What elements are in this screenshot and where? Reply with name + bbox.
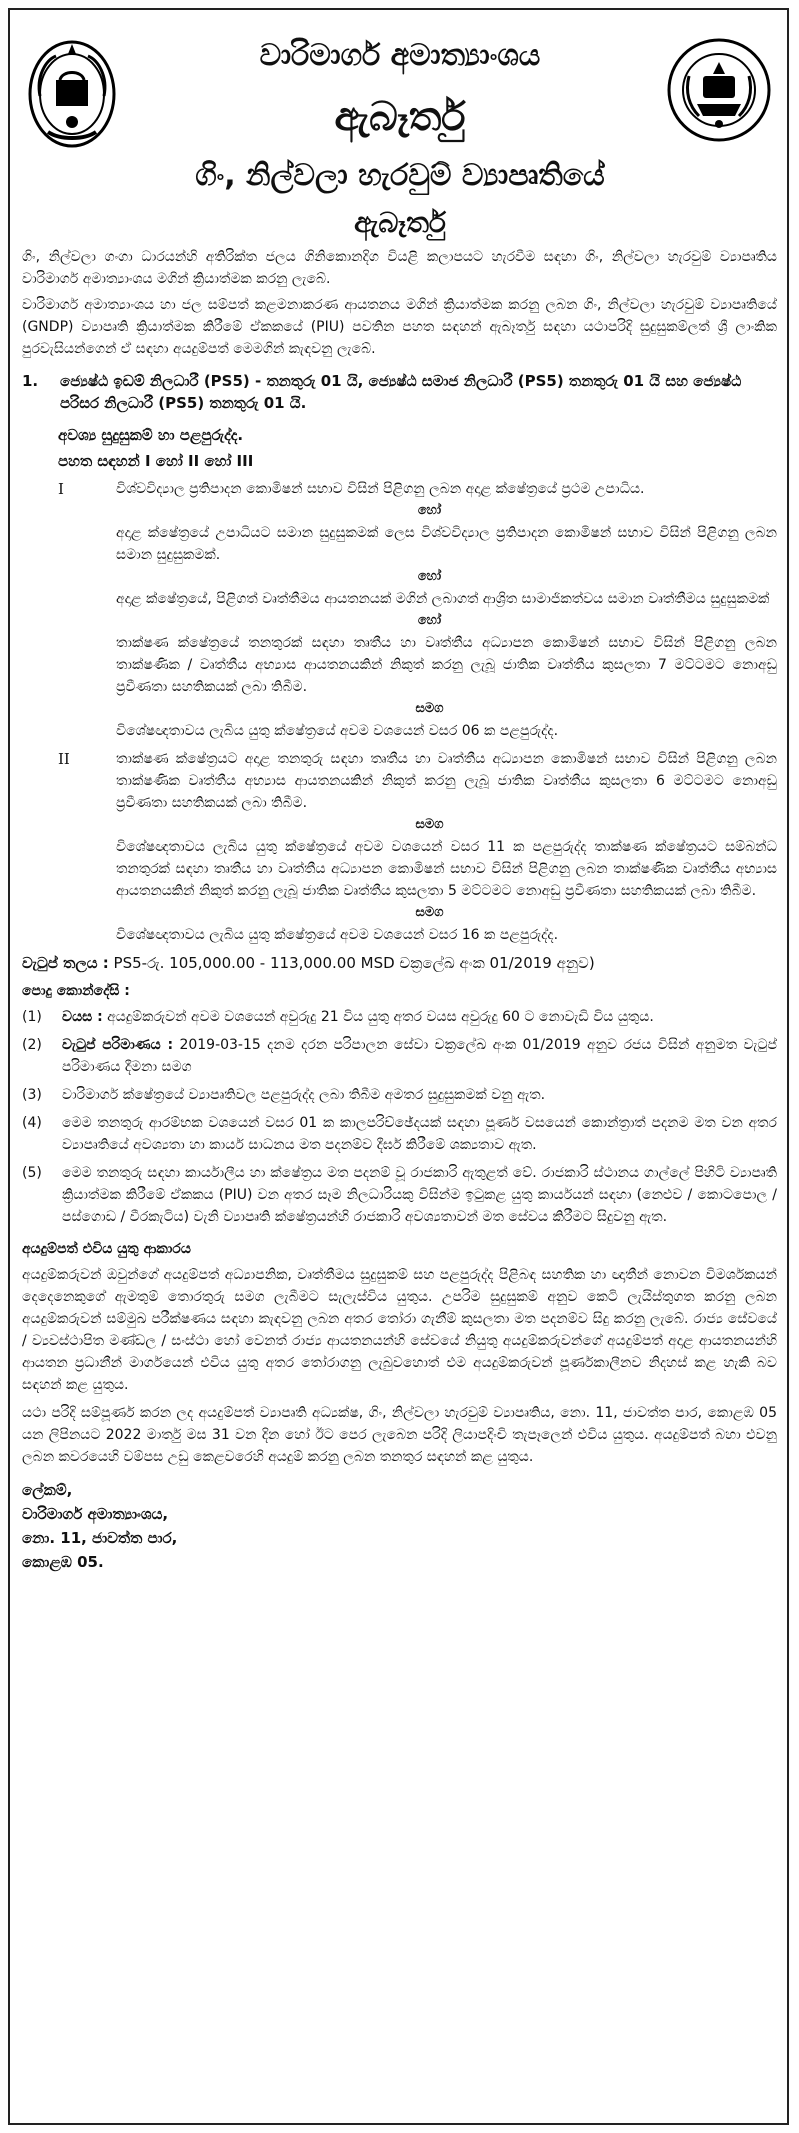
condition-item [22,1006,777,1028]
and-connector: සමග [415,817,444,832]
option-1-label: I [58,480,64,498]
option-3-experience: විශේෂඥතාවය ලැබිය යුතු ක්ෂේත්‍රයේ අවම වශයෙන් වසර 16 ක පළපුරුද්ද. [116,927,559,943]
intro-paragraph-1: ගිං, නිල්වලා ගංගා ධාරයන්හි අතිරික්ත ජලය ගිනිකොනදිග වියළි කලාපයට හැරවීම සඳහා ගිං, නිල්වලා හැරවුම් ව්‍යාපෘතිය වාරිමාර්ග අමාත්‍යාංශය මගින් ක්‍රියාත්මක කරනු ලැබේ. [22,249,777,287]
conditions-heading: පොදු කොන්දේසි : [22,983,130,999]
ministry-title: වාරිමාර්ග අමාත්‍යාංශය [259,38,541,73]
salary-scale [22,952,777,974]
or-connector: හෝ [417,503,442,518]
and-connector: සමග [415,905,444,920]
option-1-a: විශ්වවිද්‍යාල ප්‍රතිපාදන කොමිෂන් සභාව විසින් පිළිගනු ලබන අදාළ ක්ෂේත්‍රයේ ප්‍රථම උපාධිය. [116,481,645,497]
condition-text: 2019-03-15 දනම දරන පරිපාලන සේවා චක්‍රලේඛ අංක 01/2019 අනුව රජය විසින් අනුමත වැටුප් පරිමාණය දීමනා සමග [62,1037,777,1075]
condition-text: මෙම තනතුරු ආරම්භක වශයෙන් වසර 01 ක කාලපරිච්ඡේදයක් සඳහා පූර්ණ වසයෙන් කොන්ත්‍රාත් පදනම මත වන අතර ව්‍යාපෘතියේ අවශ්‍යතා හා කාර්ය සාධනය මත පදනම්ව දීර්ඝ කිරීමේ ශක්‍යතාව ඇත. [62,1115,777,1153]
requirements-heading: අවශ්‍ය සුදුසුකම් හා පළපුරුද්ද. [58,426,244,444]
signature-line: කොළඹ 05. [22,1553,104,1571]
project-title: ගිං, නිල්වලා හැරවුම් ව්‍යාපෘතියේ [195,158,605,193]
condition-item [22,1162,777,1228]
condition-text: අයදුම්කරුවන් අවම වශයෙන් අවුරුදු 21 විය යුතු අතර වයස අවුරුදු 60 ට නොවැඩි විය යුතුය. [107,1009,654,1025]
option-1-b: අදාළ ක්ෂේත්‍රයේ උපාධියට සමාන සුදුසුකමක් ලෙස විශ්වවිද්‍යාල ප්‍රතිපාදන කොමිෂන් සභාව විසින් පිළිගනු ලබන සමාන සුදුසුකමක්. [116,525,777,563]
condition-number: (1) [22,1009,42,1025]
option-2-a: තාක්ෂණ ක්ෂේත්‍රයට අදාළ තනතුරු සඳහා තෘතීය හා වෘත්තීය අධ්‍යාපන කොමිෂන් සභාව විසින් පිළිගනු ලබන තාක්ෂණික වෘත්තීය අභ්‍යාස ආයතනයකින් නිකුත් කරනු ලැබූ ජාතික වෘත්තීය කුසලතා 6 මට්ටමට නොඅඩු ප්‍රවීණතා සහතිකයක් ලබා තිබීම. [116,751,777,811]
signature-line: වාරිමාර්ග අමාත්‍යාංශය, [22,1505,169,1523]
condition-item [22,1034,777,1078]
option-2-experience: විශේෂඥතාවය ලැබිය යුතු ක්ෂේත්‍රයේ අවම වශයෙන් වසර 11 ක පළපුරුද්ද තාක්ෂණ ක්ෂේත්‍රයට සම්බන්ධ තනතුරක් සඳහා තෘතීය හා වෘත්තීය අධ්‍යාපන කොමිෂන් සභාව විසින් පිළිගනු ලබන තාක්ෂණික වෘත්තීය අභ්‍යාස ආයතනයකින් නිකුත් කරනු ලැබූ ජාතික වෘත්තීය කුසලතා 5 මට්ටමට නොඅඩු ප්‍රවීණතා සහතිකයක් ලබා තිබීම. [116,839,777,899]
post-number: 1. [22,372,39,390]
option-2 [22,748,777,814]
sri-lanka-emblem-icon [26,36,118,148]
option-2-label: II [58,750,70,768]
condition-label: වයස : [62,1009,103,1025]
salary-value: PS5-රු. 105,000.00 - 113,000.00 MSD චක්‍රලේඛ අංක 01/2019 අනුව) [113,954,595,972]
advertisement-subtitle: ඇබෑර්තු [354,206,446,239]
advertisement-body [22,246,777,1574]
apply-paragraph-1: අයදුම්කරුවන් ඔවුන්ගේ අයදුම්පත් අධ්‍යාපනික, වෘත්තීමය සුදුසුකම් සහ පළපුරුද්ද පිළිබඳ සහතික හා ඥාතීන් නොවන විමර්ශකයන් දෙදෙනෙකුගේ ඇමතුම් තොරතුරු සමග ලැබීමට සැලැස්විය යුතුය. උපරිම සුදුසුකම් අනුව කෙටි ලැයිස්තුගත කරනු ලබන අයදුම්කරුවන් සම්මුඛ පරීක්ෂණය සඳහා කැඳවනු ලබන අතර තෝරා ගැනීම් කුසලතා මත පදනම්ව සිදු කරනු ලැබේ. රාජ්‍ය සේවයේ / ව්‍යවස්ථාපිත මණ්ඩල / සංස්ථා හෝ වෙනත් රාජ්‍ය ආයතනයන්හි සේවයේ නියුතු අයදුම්කරුවන්ගේ අයදුම්පත් අදාළ ආයතනයන්හි ආයතන ප්‍රධානීන් මාර්ගයෙන් එවිය යුතු අතර තෝරාගනු ලැබුවහොත් එම අයදුම්කරුවන් පූර්ණකාලීනව නිදහස් කළ හැකි බව සඳහන් කළ යුතුය. [22,1267,777,1393]
condition-text: මෙම තනතුරු සඳහා කාර්යාලීය හා ක්ෂේත්‍රය මත පදනම් වූ රාජකාරි ඇතුළත් වේ. රාජකාරි ස්ථානය ගාල්ලේ පිහිටි ව්‍යාපෘති ක්‍රියාත්මක කිරීමේ ඒකකය (PIU) වන අතර සෑම නිලධාරියකු විසින්ම ඉටුකළ යුතු කාර්යයන් සඳහා (නෙළුව / කොටපොල / පස්ගොඩ / වීරකැටිය) වැනි ව්‍යාපෘති ක්ෂේත්‍රයන්හි රාජකාරි අවශ්‍යතාවන් මත සේවය කිරීමට සිදුවනු ඇත. [62,1165,777,1225]
signature-line: නො. 11, ජාවත්ත පාර, [22,1529,178,1547]
requirements-subheading: පහත සඳහන් I හෝ II හෝ III [58,452,254,470]
salary-label: වැටුප් තලය : [22,954,109,972]
condition-text: වාරිමාර්ග ක්ෂේත්‍රයේ ව්‍යාපෘතිවල පළපුරුද්ද ලබා තිබීම අමතර සුදුසුකමක් වනු ඇත. [62,1087,546,1103]
condition-number: (2) [22,1037,42,1053]
option-1-experience: විශේෂඥතාවය ලැබිය යුතු ක්ෂේත්‍රයේ අවම වශයෙන් වසර 06 ක පළපුරුද්ද. [116,723,559,739]
or-connector: හෝ [417,569,442,584]
and-connector: සමග [415,701,444,716]
condition-number: (5) [22,1165,42,1181]
signature-block [22,1478,777,1574]
condition-number: (4) [22,1115,42,1131]
advertisement-title: ඇබෑර්තු [334,94,466,140]
condition-label: වැටුප් පරිමාණය : [62,1037,174,1053]
option-1-c: අදාළ ක්ෂේත්‍රයේ, පිළිගත් වෘත්තීමය ආයතනයක් මගින් ලබාගත් ආශ්‍රිත සාමාජිකත්වය සමාන වෘත්තීමය සුදුසුකමක් [116,591,770,607]
apply-heading: අයදුම්පත් එවිය යුතු ආකාරය [22,1241,191,1257]
or-connector: හෝ [417,613,442,628]
irrigation-department-seal-icon [665,36,773,144]
post-title-text: ජ්‍යෙෂ්ඨ ඉඩම් නිලධාරී (PS5) - තනතුරු 01 යි, ජ්‍යෙෂ්ඨ සමාජ නිලධාරී (PS5) තනතුරු 01 යි සහ ජ්‍යෙෂ්ඨ පරිසර නිලධාරී (PS5) තනතුරු 01 යි. [60,372,742,412]
condition-number: (3) [22,1087,42,1103]
post-title [22,370,777,414]
condition-item [22,1112,777,1156]
apply-paragraph-2: යථා පරිදි සම්පූර්ණ කරන ලද අයදුම්පත් ව්‍යාපෘති අධ්‍යක්ෂ, ගිං, නිල්වලා හැරවුම් ව්‍යාපෘතිය, නො. 11, ජාවත්ත පාර, කොළඹ 05 යන ලිපිනයට 2022 මාර්තු මස 31 වන දින හෝ ඊට පෙර ලැබෙන පරිදි ලියාපදිංචි තැපෑලෙන් එවිය යුතුය. අයදුම්පත් බහා එවනු ලබන කවරයෙහි වම්පස උඩු කෙළවරෙහි අයදුම් කරනු ලබන තනතුර සඳහන් කළ යුතුය. [22,1405,777,1465]
option-1-d: තාක්ෂණ ක්ෂේත්‍රයේ තනතුරක් සඳහා තෘතීය හා වෘත්තීය අධ්‍යාපන කොමිෂන් සභාව විසින් පිළිගනු ලබන තාක්ෂණික / වෘත්තීය අභ්‍යාස ආයතනයකින් නිකුත් කරනු ලැබූ ජාතික වෘත්තීය කුසලතා 7 මට්ටමට නොඅඩු ප්‍රවීණතා සහතිකයක් ලබා තිබීම. [116,635,777,695]
intro-paragraph-2: වාරිමාර්ග අමාත්‍යාංශය හා ජල සම්පත් කළමනාකරණ ආයතනය මගින් ක්‍රියාත්මක කරනු ලබන ගිං, නිල්වලා හැරවුම් ව්‍යාපෘතියේ (GNDP) ව්‍යාපෘති ක්‍රියාත්මක කිරීමේ ඒකකයේ (PIU) පවතින පහත සඳහන් ඇබෑර්තු සඳහා යථාපරිදි සුදුසුකම්ලත් ශ්‍රී ලාංකික පුරවැසියන්ගෙන් ඒ සඳහා අයදුම්පත් මෙමගින් කැඳවනු ලැබේ. [22,297,777,357]
condition-item [22,1084,777,1106]
option-1 [22,478,777,500]
signature-line: ලේකම්, [22,1481,73,1499]
